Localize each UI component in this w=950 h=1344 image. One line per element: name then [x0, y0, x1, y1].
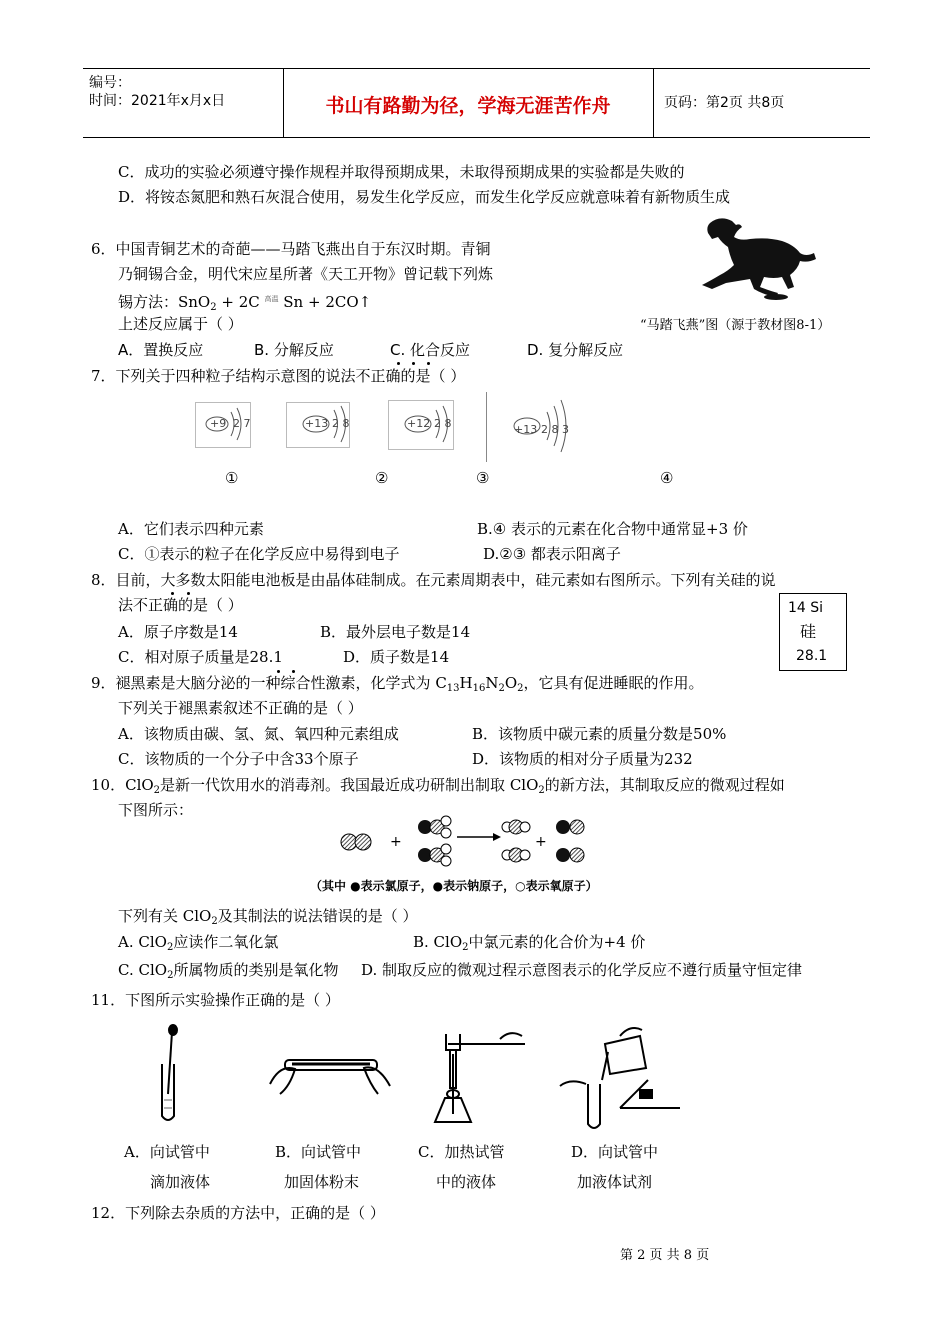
emphasis-dot: [412, 362, 415, 365]
q10-option-c: C. ClO$_2$所属物质的类别是氧化物: [118, 961, 339, 981]
particle-1-diagram: [195, 400, 265, 450]
q10-option-b: B. ClO$_2$中氯元素的化合价为+4 价: [413, 933, 646, 953]
divider: [486, 392, 487, 462]
particle-2-shells: 2 8: [332, 417, 350, 430]
particle-4-shells: 2 8 3: [541, 423, 569, 436]
emphasis-dot: [397, 362, 400, 365]
particle-4-label: ④: [660, 469, 674, 487]
element-mass: 28.1: [796, 648, 828, 664]
q8-option-b: B．最外层电子数是14: [320, 623, 471, 641]
q11-caption-b-line1: B．向试管中: [275, 1143, 362, 1161]
header-right-cell: [653, 69, 871, 137]
horse-caption: “马踏飞燕”图（源于教材图8-1）: [640, 318, 831, 333]
lab-operations-figure: [150, 1024, 690, 1129]
reaction-condition: 高温: [264, 295, 279, 303]
element-name: 硅: [800, 622, 817, 641]
q7-option-d: D.②③ 都表示阳离子: [483, 545, 621, 563]
q9-line1: 9．褪黑素是大脑分泌的一种综合性激素，化学式为 $C_{13}H_{16}N_2O_2$，它具有促进睡眠的作用。: [91, 674, 704, 694]
q10-line2: 下图所示：: [118, 801, 194, 819]
q11-caption-a-line2: 滴加液体: [150, 1173, 211, 1191]
particle-3-shells: 2 8: [434, 417, 452, 430]
q6-line2: 乃铜锡合金，明代宋应星所著《天工开物》曾记载下列炼: [118, 265, 494, 283]
header-left-cell: [83, 69, 284, 137]
motto: 书山有路勤为径，学海无涯苦作舟: [325, 95, 611, 117]
q10-option-a: A. ClO$_2$应读作二氧化氯: [118, 933, 279, 953]
q11-caption-d-line1: D．向试管中: [571, 1143, 659, 1161]
q11-stem: 11．下图所示实验操作正确的是（ ）: [91, 991, 340, 1009]
id-label: 编号：: [89, 75, 131, 91]
q11-caption-c-line1: C．加热试管: [418, 1143, 505, 1161]
q10-option-d: D. 制取反应的微观过程示意图表示的化学反应不遵行质量守恒定律: [361, 961, 803, 979]
reaction-micro-diagram: [335, 815, 595, 870]
q5-option-c: C．成功的实验必须遵守操作规程并取得预期成果，未取得预期成果的实验都是失败的: [118, 163, 685, 181]
q6-option-d: D. 复分解反应: [527, 341, 624, 359]
q5-option-d: D．将铵态氮肥和熟石灰混合使用，易发生化学反应，而发生化学反应就意味着有新物质生成: [118, 188, 731, 206]
emphasis-dot: [427, 362, 430, 365]
page-info: 页码：第2页 共8页: [664, 95, 785, 111]
element-number-symbol: 14 Si: [788, 600, 824, 616]
element-card-silicon: [779, 593, 847, 671]
particle-4-nucleus: +13: [514, 423, 538, 436]
q8-line2: 法不正确的是（ ）: [118, 596, 243, 614]
q9-option-a: A．该物质由碳、氢、氮、氧四种元素组成: [118, 725, 399, 743]
emphasis-dot: [292, 670, 295, 673]
q10-stem: 下列有关 ClO$_2$及其制法的说法错误的是（ ）: [118, 907, 418, 927]
q8-option-c: C．相对原子质量是28.1: [118, 648, 283, 666]
particle-2-nucleus: +13: [305, 417, 329, 430]
date-label: 时间：2021年x月x日: [89, 93, 226, 109]
q6-option-a: A．置换反应: [118, 341, 204, 359]
flying-horse-image: [690, 213, 820, 303]
particle-1-label: ①: [225, 469, 239, 487]
q8-option-d: D．质子数是14: [343, 648, 450, 666]
q7-option-b: B.④ 表示的元素在化合物中通常显+3 价: [477, 520, 748, 538]
q9-option-d: D．该物质的相对分子质量为232: [472, 750, 693, 768]
svg-text:+: +: [390, 834, 402, 850]
page-footer: 第 2 页 共 8 页: [620, 1248, 710, 1263]
particle-2-label: ②: [375, 469, 389, 487]
particle-3-nucleus: +12: [407, 417, 431, 430]
q7-stem: 7．下列关于四种粒子结构示意图的说法不正确的是（ ）: [91, 367, 466, 385]
q11-caption-c-line2: 中的液体: [436, 1173, 497, 1191]
svg-text:+: +: [535, 834, 547, 850]
q10-line1: 10．ClO$_2$是新一代饮用水的消毒剂。我国最近成功研制出制取 ClO$_2$的新方法，其制取反应的微观过程如: [91, 776, 785, 796]
q9-line2: 下列关于褪黑素叙述不正确的是（ ）: [118, 699, 363, 717]
q8-option-a: A．原子序数是14: [118, 623, 238, 641]
page-header: [83, 68, 870, 138]
particle-1-nucleus: +9: [210, 417, 227, 430]
q9-option-b: B．该物质中碳元素的质量分数是50%: [472, 725, 727, 743]
q7-option-c: C．①表示的粒子在化学反应中易得到电子: [118, 545, 400, 563]
q6-line4: 上述反应属于（ ）: [118, 315, 243, 333]
q6-equation: 锡方法：SnO$_2$ + 2C $^{高温}$ Sn + 2CO↑: [118, 293, 372, 313]
q11-caption-a-line1: A．向试管中: [124, 1143, 210, 1161]
q6-option-b: B. 分解反应: [254, 341, 334, 359]
emphasis-dot: [277, 670, 280, 673]
q9-option-c: C．该物质的一个分子中含33个原子: [118, 750, 359, 768]
particle-1-shells: 2 7: [233, 417, 251, 430]
q7-option-a: A．它们表示四种元素: [118, 520, 264, 538]
q6-option-c: C. 化合反应: [390, 341, 471, 359]
particle-3-label: ③: [476, 469, 490, 487]
q6-line1: 6．中国青铜艺术的奇葩——马踏飞燕出自于东汉时期。青铜: [91, 240, 491, 258]
q8-line1: 8．目前，大多数太阳能电池板是由晶体硅制成。在元素周期表中，硅元素如右图所示。下列有关硅的说: [91, 571, 776, 589]
reaction-legend: （其中 ●表示氯原子，●表示钠原子，○表示氧原子）: [310, 879, 598, 893]
q11-caption-d-line2: 加液体试剂: [577, 1173, 653, 1191]
q11-caption-b-line2: 加固体粉末: [284, 1173, 360, 1191]
q12-stem: 12．下列除去杂质的方法中，正确的是（ ）: [91, 1204, 385, 1222]
